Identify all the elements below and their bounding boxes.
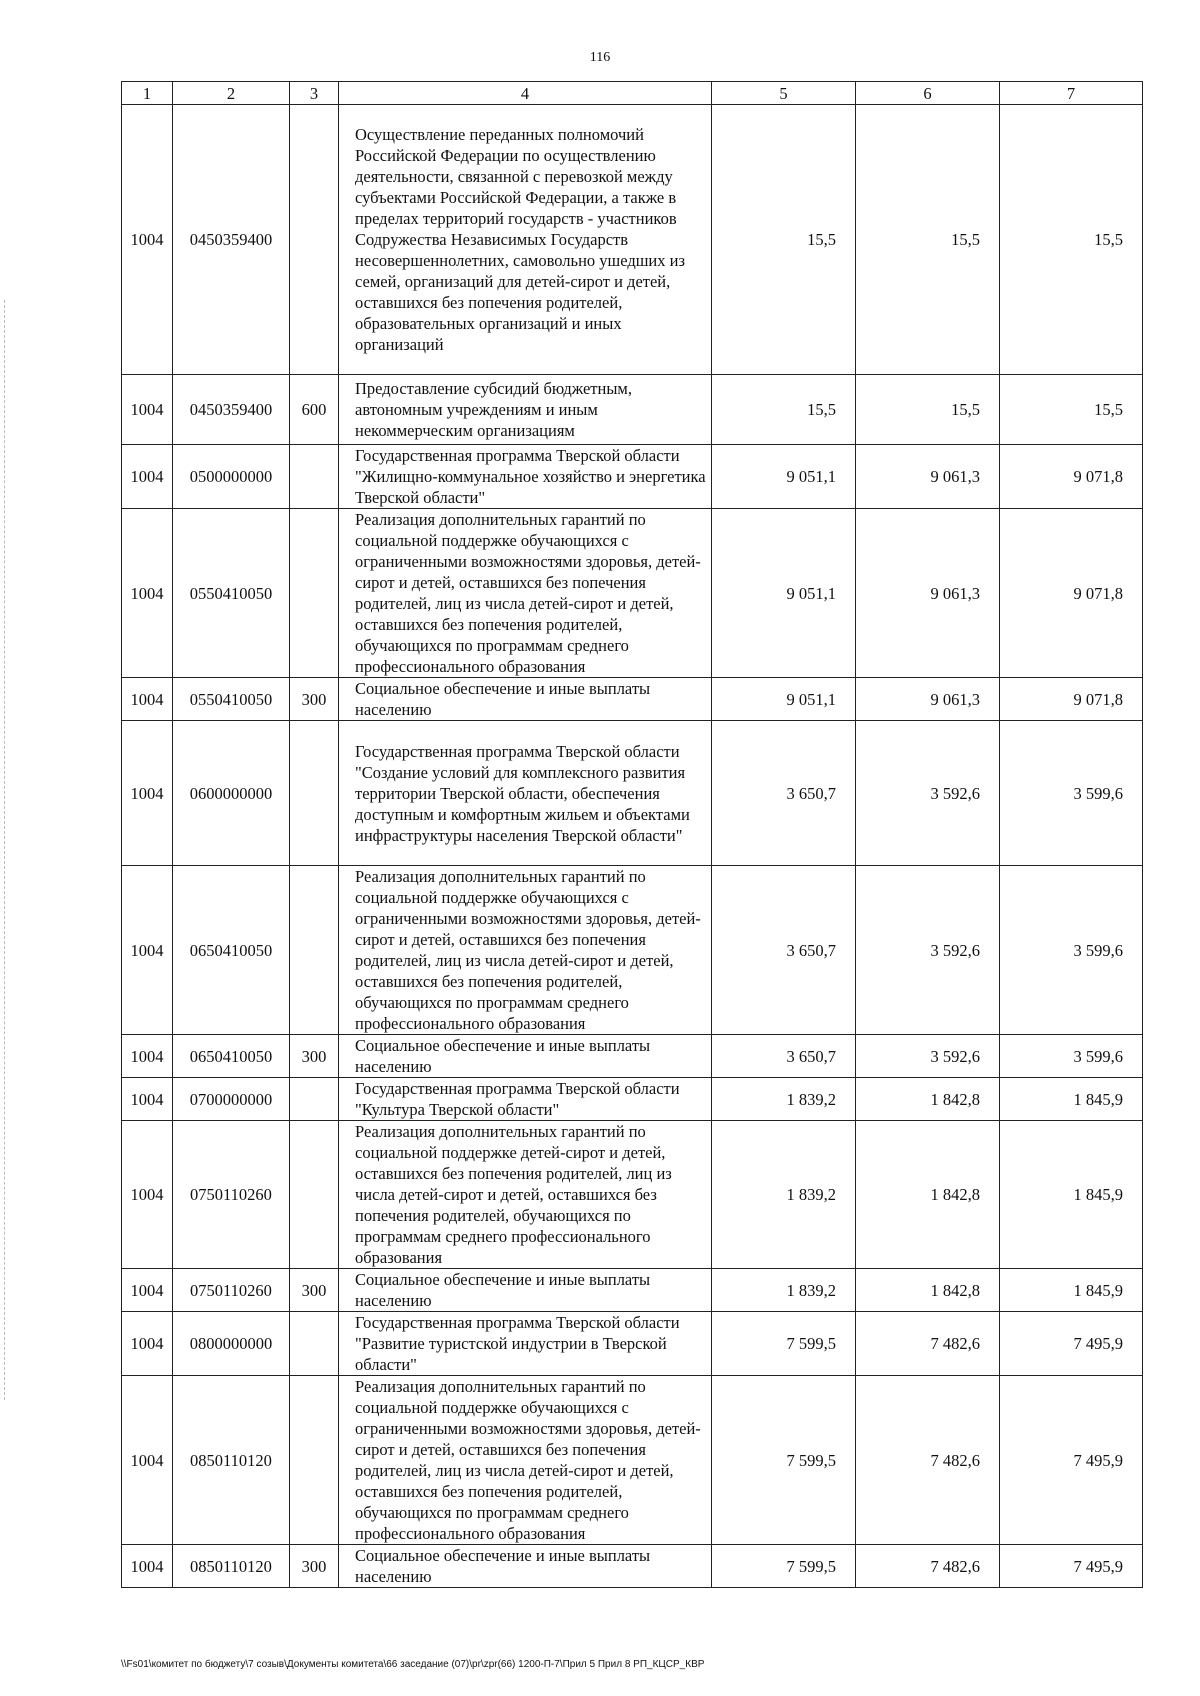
- target-article-code: 0650410050: [173, 1035, 290, 1078]
- amount-year-1: 9 051,1: [712, 509, 856, 678]
- amount-year-3: 1 845,9: [1000, 1269, 1143, 1312]
- row-description: Реализация дополнительных гарантий по социальной поддержке обучающихся с ограниченными возможностями здоровья, детей-сирот и детей, оставшихся без попечения родителей, лиц из числа детей-сирот и детей, оставшихся без попечения родителей, обучающихся по программам среднего профессионального образования: [339, 866, 712, 1035]
- section-code: 1004: [122, 678, 173, 721]
- target-article-code: 0450359400: [173, 105, 290, 375]
- row-description: Реализация дополнительных гарантий по социальной поддержке детей-сирот и детей, оставшихся без попечения родителей, лиц из числа детей-сирот и детей, оставшихся без попечения родителей, обучающихся по программам среднего профессионального образования: [339, 1121, 712, 1269]
- table-row: [122, 1376, 1143, 1545]
- target-article-code: 0450359400: [173, 375, 290, 445]
- expense-type-code: [290, 445, 339, 509]
- amount-year-2: 1 842,8: [856, 1269, 1000, 1312]
- amount-year-3: 1 845,9: [1000, 1078, 1143, 1121]
- header-row: [122, 82, 1143, 105]
- row-description: Государственная программа Тверской области "Жилищно-коммунальное хозяйство и энергетика Тверской области": [339, 445, 712, 509]
- row-description: Социальное обеспечение и иные выплаты населению: [339, 1545, 712, 1588]
- row-description: Государственная программа Тверской области "Создание условий для комплексного развития территории Тверской области, обеспечения доступным и комфортным жильем и объектами инфраструктуры населения Тверской области": [339, 721, 712, 866]
- section-code: 1004: [122, 1376, 173, 1545]
- target-article-code: 0800000000: [173, 1312, 290, 1376]
- amount-year-3: 9 071,8: [1000, 445, 1143, 509]
- target-article-code: 0650410050: [173, 866, 290, 1035]
- table-row: [122, 509, 1143, 678]
- table-row: [122, 1078, 1143, 1121]
- table-row: [122, 1035, 1143, 1078]
- section-code: 1004: [122, 1269, 173, 1312]
- amount-year-1: 7 599,5: [712, 1376, 856, 1545]
- amount-year-3: 3 599,6: [1000, 866, 1143, 1035]
- amount-year-2: 7 482,6: [856, 1312, 1000, 1376]
- column-header: 3: [290, 82, 339, 105]
- row-description: Государственная программа Тверской области "Развитие туристской индустрии в Тверской области": [339, 1312, 712, 1376]
- section-code: 1004: [122, 1545, 173, 1588]
- section-code: 1004: [122, 509, 173, 678]
- amount-year-2: 1 842,8: [856, 1121, 1000, 1269]
- amount-year-3: 15,5: [1000, 375, 1143, 445]
- target-article-code: 0750110260: [173, 1269, 290, 1312]
- amount-year-1: 1 839,2: [712, 1269, 856, 1312]
- amount-year-1: 9 051,1: [712, 678, 856, 721]
- target-article-code: 0700000000: [173, 1078, 290, 1121]
- expense-type-code: [290, 1078, 339, 1121]
- row-description: Реализация дополнительных гарантий по социальной поддержке обучающихся с ограниченными возможностями здоровья, детей-сирот и детей, оставшихся без попечения родителей, лиц из числа детей-сирот и детей, оставшихся без попечения родителей, обучающихся по программам среднего профессионального образования: [339, 509, 712, 678]
- target-article-code: 0850110120: [173, 1376, 290, 1545]
- amount-year-2: 3 592,6: [856, 1035, 1000, 1078]
- table-row: [122, 1121, 1143, 1269]
- target-article-code: 0750110260: [173, 1121, 290, 1269]
- section-code: 1004: [122, 1312, 173, 1376]
- amount-year-2: 3 592,6: [856, 866, 1000, 1035]
- amount-year-2: 9 061,3: [856, 678, 1000, 721]
- row-description: Предоставление субсидий бюджетным, автономным учреждениям и иным некоммерческим организациям: [339, 375, 712, 445]
- amount-year-1: 15,5: [712, 105, 856, 375]
- amount-year-1: 3 650,7: [712, 866, 856, 1035]
- row-description: Социальное обеспечение и иные выплаты населению: [339, 1035, 712, 1078]
- amount-year-3: 3 599,6: [1000, 721, 1143, 866]
- expense-type-code: [290, 1121, 339, 1269]
- target-article-code: 0550410050: [173, 509, 290, 678]
- column-header: 7: [1000, 82, 1143, 105]
- expense-type-code: 300: [290, 1545, 339, 1588]
- amount-year-1: 7 599,5: [712, 1312, 856, 1376]
- amount-year-1: 3 650,7: [712, 721, 856, 866]
- amount-year-3: 7 495,9: [1000, 1312, 1143, 1376]
- budget-table: [121, 81, 1143, 1588]
- target-article-code: 0500000000: [173, 445, 290, 509]
- column-header: 2: [173, 82, 290, 105]
- column-header: 5: [712, 82, 856, 105]
- amount-year-1: 1 839,2: [712, 1078, 856, 1121]
- amount-year-2: 7 482,6: [856, 1376, 1000, 1545]
- expense-type-code: 600: [290, 375, 339, 445]
- amount-year-2: 9 061,3: [856, 509, 1000, 678]
- amount-year-3: 7 495,9: [1000, 1545, 1143, 1588]
- expense-type-code: 300: [290, 1035, 339, 1078]
- amount-year-1: 3 650,7: [712, 1035, 856, 1078]
- row-description: Социальное обеспечение и иные выплаты населению: [339, 678, 712, 721]
- amount-year-3: 1 845,9: [1000, 1121, 1143, 1269]
- row-description: Реализация дополнительных гарантий по социальной поддержке обучающихся с ограниченными возможностями здоровья, детей-сирот и детей, оставшихся без попечения родителей, лиц из числа детей-сирот и детей, оставшихся без попечения родителей, обучающихся по программам среднего профессионального образования: [339, 1376, 712, 1545]
- amount-year-2: 1 842,8: [856, 1078, 1000, 1121]
- target-article-code: 0850110120: [173, 1545, 290, 1588]
- target-article-code: 0600000000: [173, 721, 290, 866]
- expense-type-code: 300: [290, 1269, 339, 1312]
- amount-year-2: 9 061,3: [856, 445, 1000, 509]
- table-row: [122, 1312, 1143, 1376]
- table-row: [122, 1545, 1143, 1588]
- section-code: 1004: [122, 1078, 173, 1121]
- amount-year-3: 15,5: [1000, 105, 1143, 375]
- expense-type-code: [290, 1312, 339, 1376]
- amount-year-2: 15,5: [856, 375, 1000, 445]
- table-row: [122, 445, 1143, 509]
- expense-type-code: [290, 1376, 339, 1545]
- section-code: 1004: [122, 1121, 173, 1269]
- amount-year-2: 7 482,6: [856, 1545, 1000, 1588]
- section-code: 1004: [122, 375, 173, 445]
- amount-year-3: 7 495,9: [1000, 1376, 1143, 1545]
- scan-edge-line: [4, 300, 6, 1400]
- section-code: 1004: [122, 866, 173, 1035]
- section-code: 1004: [122, 445, 173, 509]
- amount-year-1: 7 599,5: [712, 1545, 856, 1588]
- amount-year-3: 3 599,6: [1000, 1035, 1143, 1078]
- amount-year-1: 9 051,1: [712, 445, 856, 509]
- amount-year-1: 1 839,2: [712, 1121, 856, 1269]
- table-row: [122, 721, 1143, 866]
- amount-year-3: 9 071,8: [1000, 678, 1143, 721]
- column-header: 6: [856, 82, 1000, 105]
- section-code: 1004: [122, 1035, 173, 1078]
- column-header: 4: [339, 82, 712, 105]
- expense-type-code: [290, 509, 339, 678]
- row-description: Государственная программа Тверской области "Культура Тверской области": [339, 1078, 712, 1121]
- table-row: [122, 375, 1143, 445]
- expense-type-code: 300: [290, 678, 339, 721]
- expense-type-code: [290, 721, 339, 866]
- row-description: Социальное обеспечение и иные выплаты населению: [339, 1269, 712, 1312]
- amount-year-1: 15,5: [712, 375, 856, 445]
- footer-file-path: \\Fs01\комитет по бюджету\7 созыв\Документы комитета\66 заседание (07)\pr\zpr(66) 1200-П-7\Прил 5 Прил 8 РП_КЦСР_КВР: [121, 1659, 705, 1670]
- page-number: 116: [589, 50, 611, 65]
- expense-type-code: [290, 105, 339, 375]
- table-row: [122, 866, 1143, 1035]
- amount-year-3: 9 071,8: [1000, 509, 1143, 678]
- section-code: 1004: [122, 105, 173, 375]
- table-row: [122, 105, 1143, 375]
- amount-year-2: 15,5: [856, 105, 1000, 375]
- column-header: 1: [122, 82, 173, 105]
- amount-year-2: 3 592,6: [856, 721, 1000, 866]
- target-article-code: 0550410050: [173, 678, 290, 721]
- row-description: Осуществление переданных полномочий Российской Федерации по осуществлению деятельности, связанной с перевозкой между субъектами Российской Федерации, а также в пределах территорий государств - участников Содружества Независимых Государств несовершеннолетних, самовольно ушедших из семей, организаций для детей-сирот и детей, оставшихся без попечения родителей, образовательных организаций и иных организаций: [339, 105, 712, 375]
- expense-type-code: [290, 866, 339, 1035]
- table-row: [122, 1269, 1143, 1312]
- table-row: [122, 678, 1143, 721]
- section-code: 1004: [122, 721, 173, 866]
